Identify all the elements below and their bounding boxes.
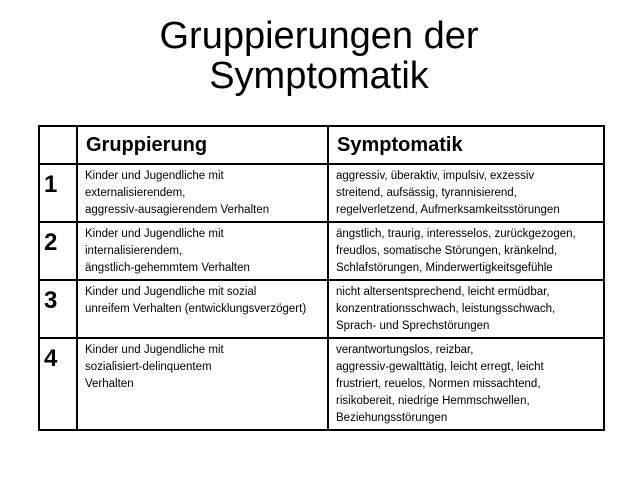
- cell-line: frustriert, reuelos, Normen missachtend,: [336, 378, 541, 390]
- row-number: 3: [39, 280, 77, 338]
- cell-line: Verhalten: [85, 378, 134, 390]
- cell-line: ängstlich-gehemmtem Verhalten: [85, 262, 250, 274]
- cell-line: verantwortungslos, reizbar,: [336, 344, 474, 356]
- title-line-2: Symptomatik: [209, 55, 429, 97]
- header-number: [39, 126, 77, 164]
- cell-line: ängstlich, traurig, interesselos, zurückgezogen,: [336, 228, 576, 240]
- cell-line: internalisierendem,: [85, 245, 183, 257]
- page-title: [0, 16, 638, 96]
- cell-line: Sprach- und Sprechstörungen: [336, 320, 490, 332]
- cell-line: aggressiv-ausagierendem Verhalten: [85, 204, 270, 216]
- symptom-table: [38, 125, 605, 431]
- cell-line: Kinder und Jugendliche mit sozial: [85, 286, 257, 298]
- cell-line: regelverletzend, Aufmerksamkeitsstörungen: [336, 204, 560, 216]
- symptomatik-cell: [328, 164, 604, 222]
- table-header-row: [39, 126, 604, 164]
- cell-line: Kinder und Jugendliche mit: [85, 170, 224, 182]
- header-gruppierung: Gruppierung: [77, 126, 328, 164]
- cell-line: aggressiv-gewalttätig, leicht erregt, leicht: [336, 361, 544, 373]
- table-row: [39, 222, 604, 280]
- cell-line: konzentrationsschwach, leistungsschwach,: [336, 303, 556, 315]
- gruppierung-cell: [77, 280, 328, 338]
- cell-line: Beziehungsstörungen: [336, 412, 448, 424]
- row-number: 1: [39, 164, 77, 222]
- cell-line: Kinder und Jugendliche mit: [85, 228, 224, 240]
- cell-line: sozialisiert-delinquentem: [85, 361, 212, 373]
- gruppierung-cell: [77, 338, 328, 430]
- table-row: [39, 164, 604, 222]
- symptomatik-cell: [328, 222, 604, 280]
- cell-line: Schlafstörungen, Minderwertigkeitsgefühle: [336, 262, 553, 274]
- cell-line: risikobereit, niedrige Hemmschwellen,: [336, 395, 530, 407]
- symptomatik-cell: [328, 338, 604, 430]
- gruppierung-cell: [77, 222, 328, 280]
- cell-line: externalisierendem,: [85, 187, 186, 199]
- row-number: 4: [39, 338, 77, 430]
- title-line-1: Gruppierungen der: [159, 15, 479, 57]
- table-row: [39, 280, 604, 338]
- cell-line: aggressiv, überaktiv, impulsiv, exzessiv: [336, 170, 535, 182]
- table-row: [39, 338, 604, 430]
- cell-line: unreifem Verhalten (entwicklungsverzögert): [85, 303, 307, 315]
- cell-line: nicht altersentsprechend, leicht ermüdbar,: [336, 286, 550, 298]
- cell-line: freudlos, somatische Störungen, kränkelnd,: [336, 245, 558, 257]
- gruppierung-cell: [77, 164, 328, 222]
- header-symptomatik: Symptomatik: [328, 126, 604, 164]
- cell-line: streitend, aufsässig, tyrannisierend,: [336, 187, 517, 199]
- symptomatik-cell: [328, 280, 604, 338]
- row-number: 2: [39, 222, 77, 280]
- cell-line: Kinder und Jugendliche mit: [85, 344, 224, 356]
